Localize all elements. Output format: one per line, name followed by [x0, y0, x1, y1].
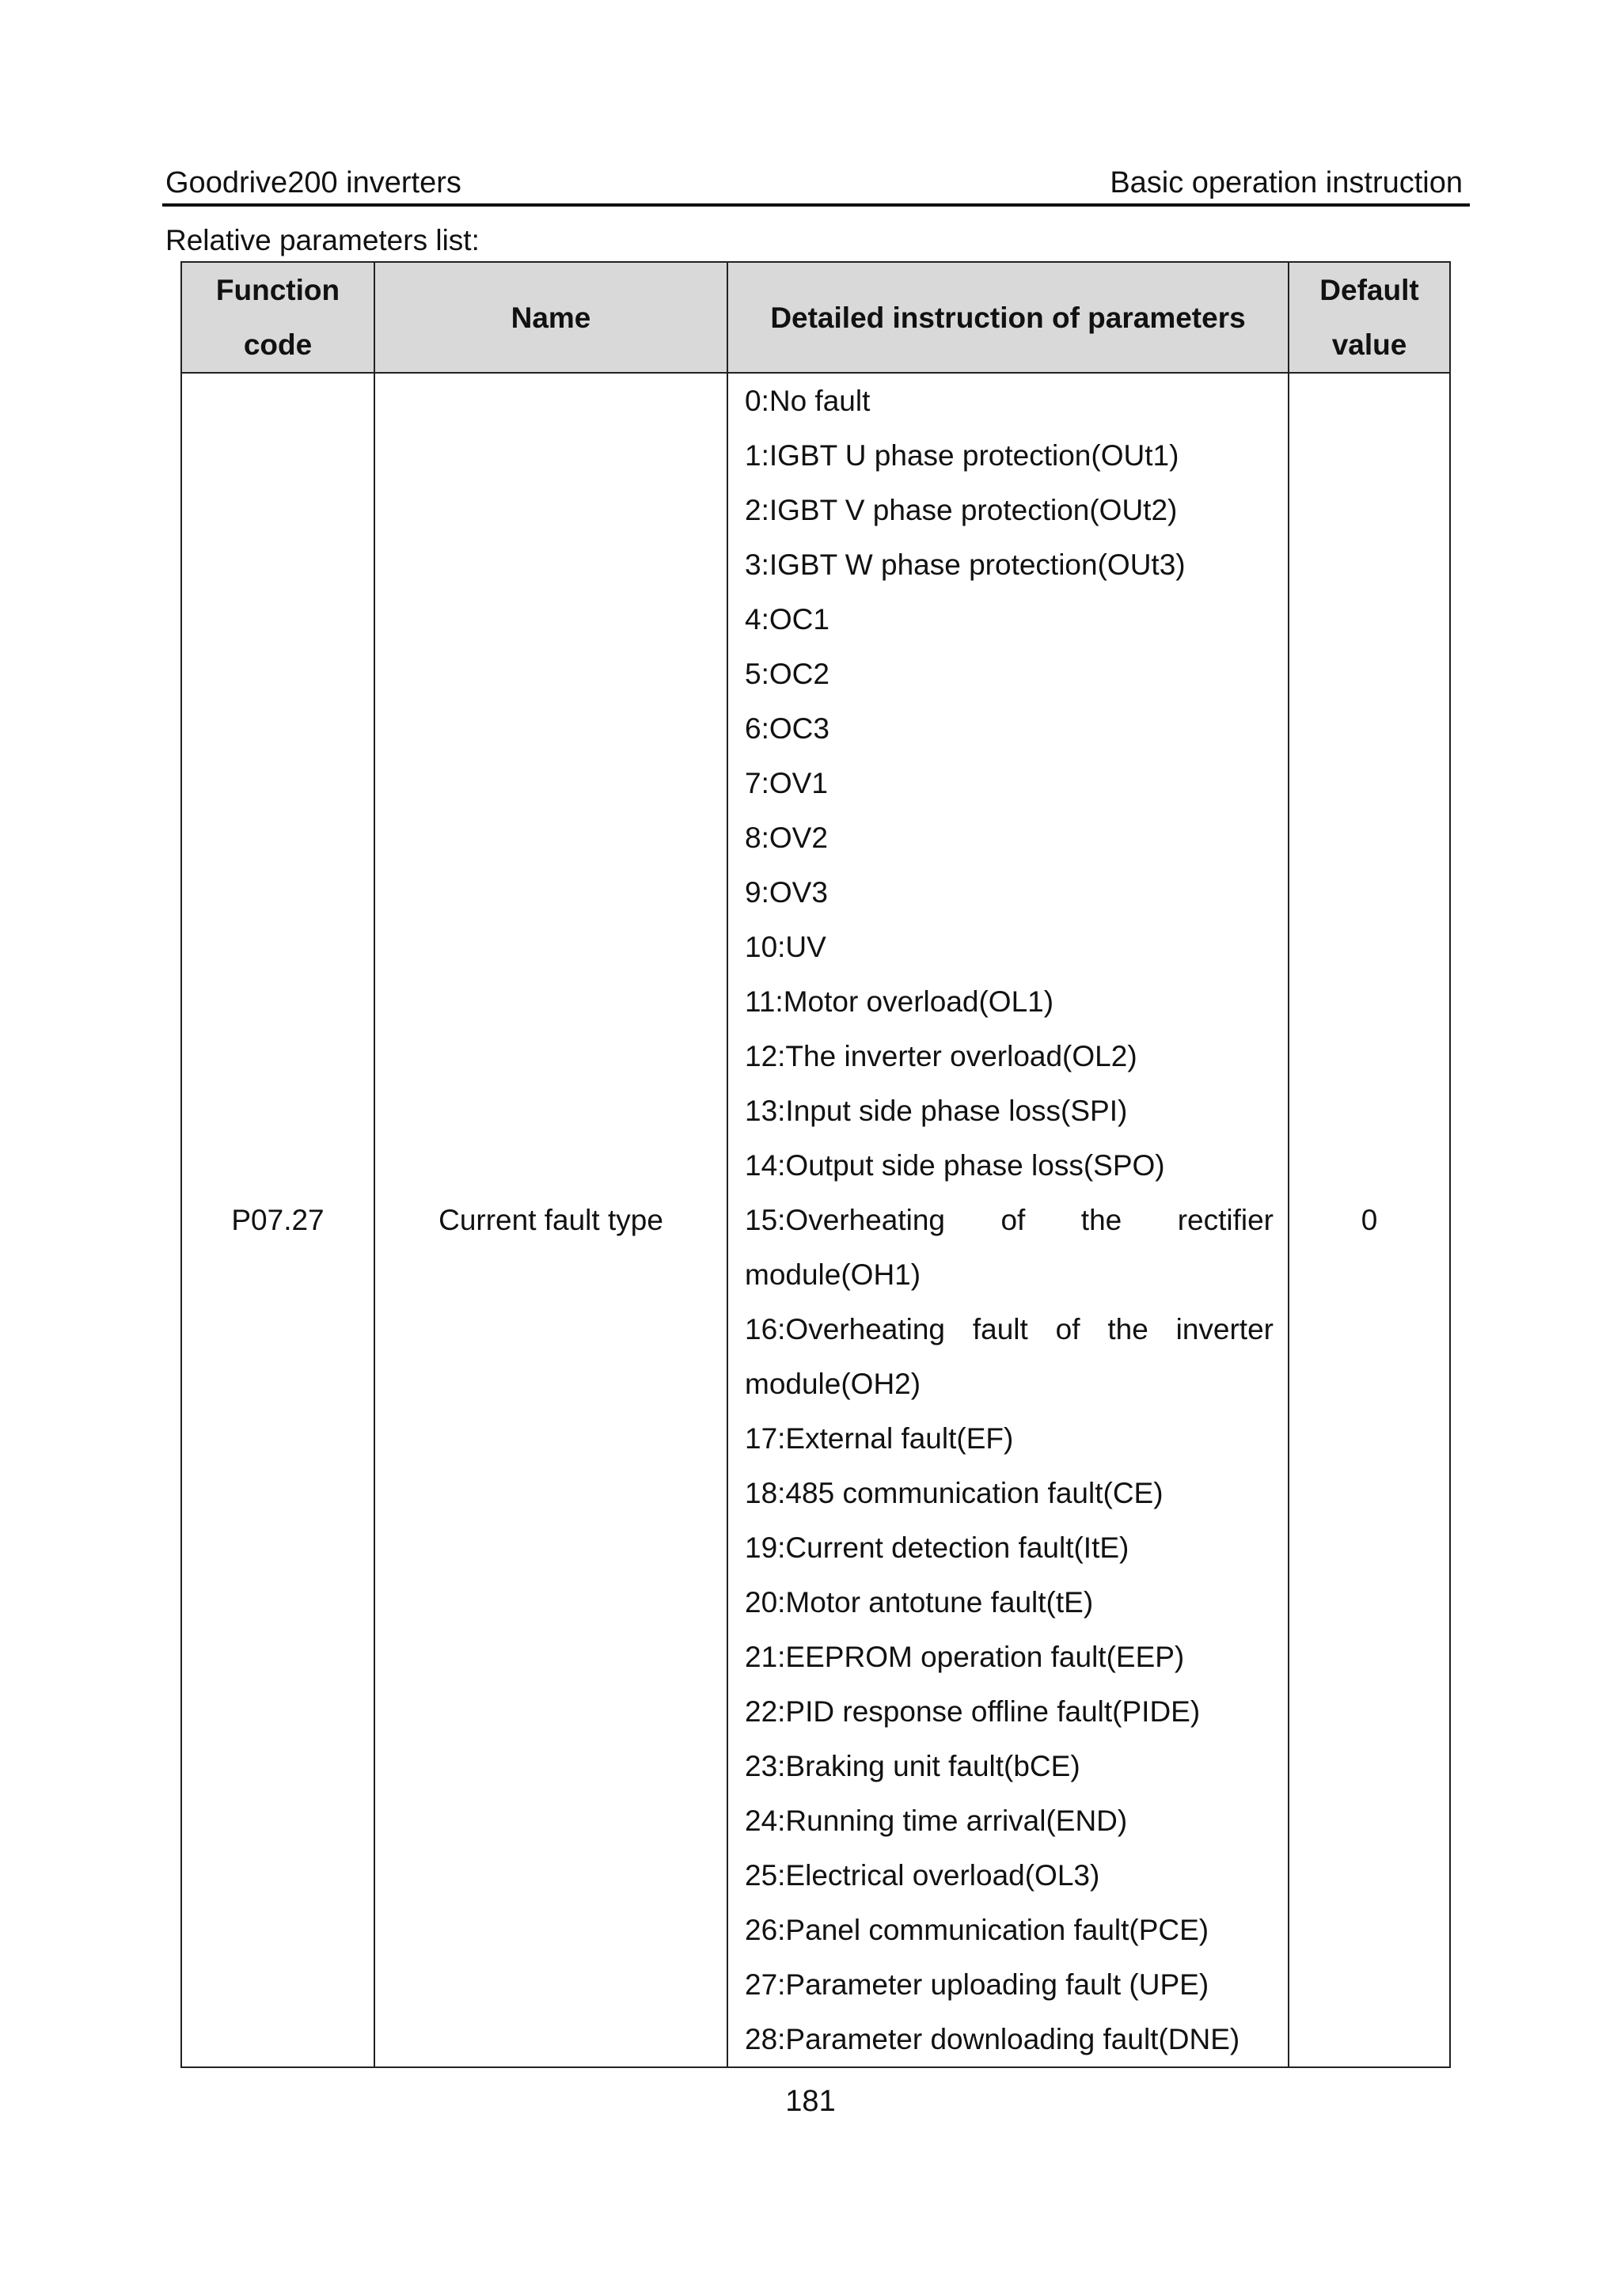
header-default-line1: Default — [1319, 274, 1419, 306]
header-default-line2: value — [1331, 328, 1407, 361]
table-header-row — [181, 262, 1450, 373]
detail-line: 11:Motor overload(OL1) — [745, 985, 1054, 1018]
detail-line: 22:PID response offline fault(PIDE) — [745, 1695, 1201, 1728]
header-name: Name — [374, 262, 727, 373]
detail-line: 5:OC2 — [745, 658, 829, 690]
detail-line: 26:Panel communication fault(PCE) — [745, 1914, 1209, 1946]
detail-line: 6:OC3 — [745, 712, 829, 745]
header-function-code-line1: Function — [215, 274, 340, 306]
detail-line: 18:485 communication fault(CE) — [745, 1477, 1164, 1509]
header-details: Detailed instruction of parameters — [727, 262, 1289, 373]
header-title-right: Basic operation instruction — [1110, 166, 1463, 199]
name-cell: Current fault type — [374, 373, 727, 2067]
detail-line: 27:Parameter uploading fault (UPE) — [745, 1968, 1209, 2001]
detail-line: 9:OV3 — [745, 876, 828, 909]
detail-line: 14:Output side phase loss(SPO) — [745, 1149, 1165, 1182]
detail-line: 0:No fault — [745, 385, 871, 417]
header-title-left: Goodrive200 inverters — [165, 166, 461, 199]
detail-line: 7:OV1 — [745, 767, 828, 799]
header-default-value — [1289, 262, 1450, 373]
detail-line: 3:IGBT W phase protection(OUt3) — [745, 548, 1186, 581]
detail-line: 12:The inverter overload(OL2) — [745, 1040, 1137, 1072]
detail-line: 16:Overheating fault of the inverter — [745, 1313, 1274, 1345]
table-row — [181, 373, 1450, 2067]
detail-line: 2:IGBT V phase protection(OUt2) — [745, 494, 1178, 526]
detail-line: 19:Current detection fault(ItE) — [745, 1531, 1129, 1564]
header-function-code — [181, 262, 374, 373]
detail-line: 15:Overheating of the rectifier — [745, 1204, 1274, 1236]
detail-line: 13:Input side phase loss(SPI) — [745, 1095, 1128, 1127]
detail-line: 10:UV — [745, 931, 826, 963]
intro-text: Relative parameters list: — [165, 224, 480, 256]
detail-line: 24:Running time arrival(END) — [745, 1805, 1128, 1837]
detail-line: 1:IGBT U phase protection(OUt1) — [745, 439, 1179, 472]
header-divider — [162, 203, 1470, 207]
parameters-table — [180, 261, 1451, 2068]
detail-line: 21:EEPROM operation fault(EEP) — [745, 1641, 1185, 1673]
detail-line: 8:OV2 — [745, 822, 828, 854]
header-function-code-line2: code — [243, 328, 313, 361]
detail-line: 23:Braking unit fault(bCE) — [745, 1750, 1080, 1782]
detail-line: 25:Electrical overload(OL3) — [745, 1859, 1100, 1892]
detail-line: 28:Parameter downloading fault(DNE) — [745, 2023, 1240, 2055]
page-number: 181 — [785, 2085, 836, 2118]
detail-line: module(OH1) — [745, 1258, 921, 1291]
detail-line: 17:External fault(EF) — [745, 1422, 1014, 1455]
function-code-cell: P07.27 — [181, 373, 374, 2067]
detail-line: 4:OC1 — [745, 603, 829, 636]
detail-line: 20:Motor antotune fault(tE) — [745, 1586, 1094, 1619]
default-value-cell: 0 — [1289, 373, 1450, 2067]
details-cell — [727, 373, 1289, 2067]
detail-line: module(OH2) — [745, 1368, 921, 1400]
